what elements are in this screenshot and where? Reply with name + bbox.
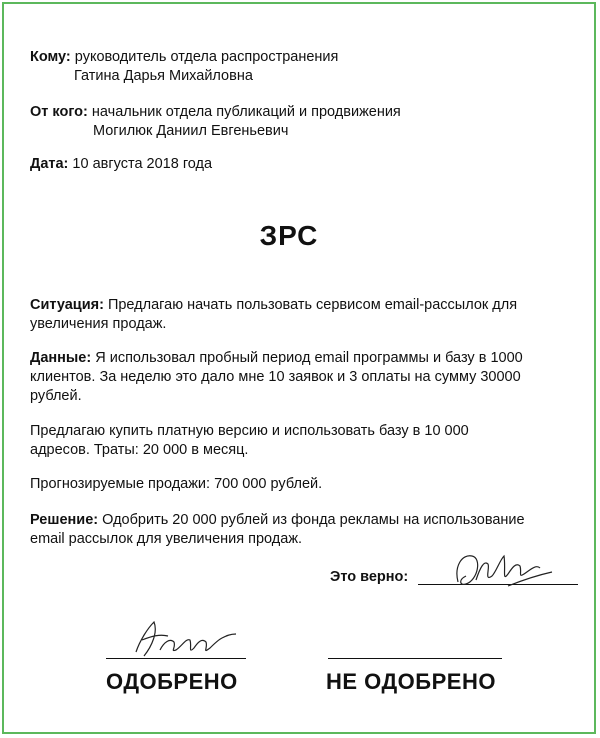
to-label: Кому: (30, 49, 71, 65)
decision-line-2: email рассылок для увеличения продаж. (30, 531, 303, 547)
from-name: Могилюк Даниил Евгеньевич (93, 123, 289, 139)
data-block (30, 349, 578, 406)
verification-block (330, 568, 580, 588)
document-frame (2, 2, 596, 734)
situation-block (30, 296, 578, 334)
forecast-text: Прогнозируемые продажи: 700 000 рублей. (30, 476, 323, 492)
verified-label: Это верно: (330, 569, 409, 585)
approved-stamp: ОДОБРЕНО (106, 669, 238, 694)
rejected-signature-line (328, 658, 502, 659)
verifier-signature-icon (448, 546, 558, 598)
data-label: Данные: (30, 350, 92, 366)
from-position: начальник отдела публикаций и продвижения (91, 104, 401, 120)
situation-label: Ситуация: (30, 297, 104, 313)
decision-label: Решение: (30, 512, 99, 528)
decision-line-1: Одобрить 20 000 рублей из фонда рекламы на использование (102, 512, 525, 528)
proposal-line-2: адресов. Траты: 20 000 в месяц. (30, 442, 249, 458)
decision-block (30, 511, 578, 549)
rejected-stamp: НЕ ОДОБРЕНО (326, 669, 496, 694)
data-line-3: рублей. (30, 388, 82, 404)
to-position: руководитель отдела распространения (74, 49, 339, 65)
situation-line-2: увеличения продаж. (30, 316, 167, 332)
date-value: 10 августа 2018 года (72, 156, 213, 172)
from-label: От кого: (30, 104, 88, 120)
data-line-1: Я использовал пробный период email программы и базу в 1000 (95, 350, 523, 366)
date-label: Дата: (30, 156, 69, 172)
situation-line-1: Предлагаю начать пользовать сервисом email-рассылок для (107, 297, 518, 313)
to-name: Гатина Дарья Михайловна (74, 68, 253, 84)
page-title: ЗРС (259, 220, 319, 251)
date-block (30, 155, 578, 174)
to-block (30, 48, 578, 86)
approver-signature-icon (130, 612, 240, 668)
from-block (30, 103, 578, 141)
proposal-line-1: Предлагаю купить платную версию и использовать базу в 10 000 (30, 423, 469, 439)
proposal-block (30, 422, 578, 460)
data-line-2: клиентов. За неделю это дало мне 10 заявок и 3 оплаты на сумму 30000 (30, 369, 521, 385)
